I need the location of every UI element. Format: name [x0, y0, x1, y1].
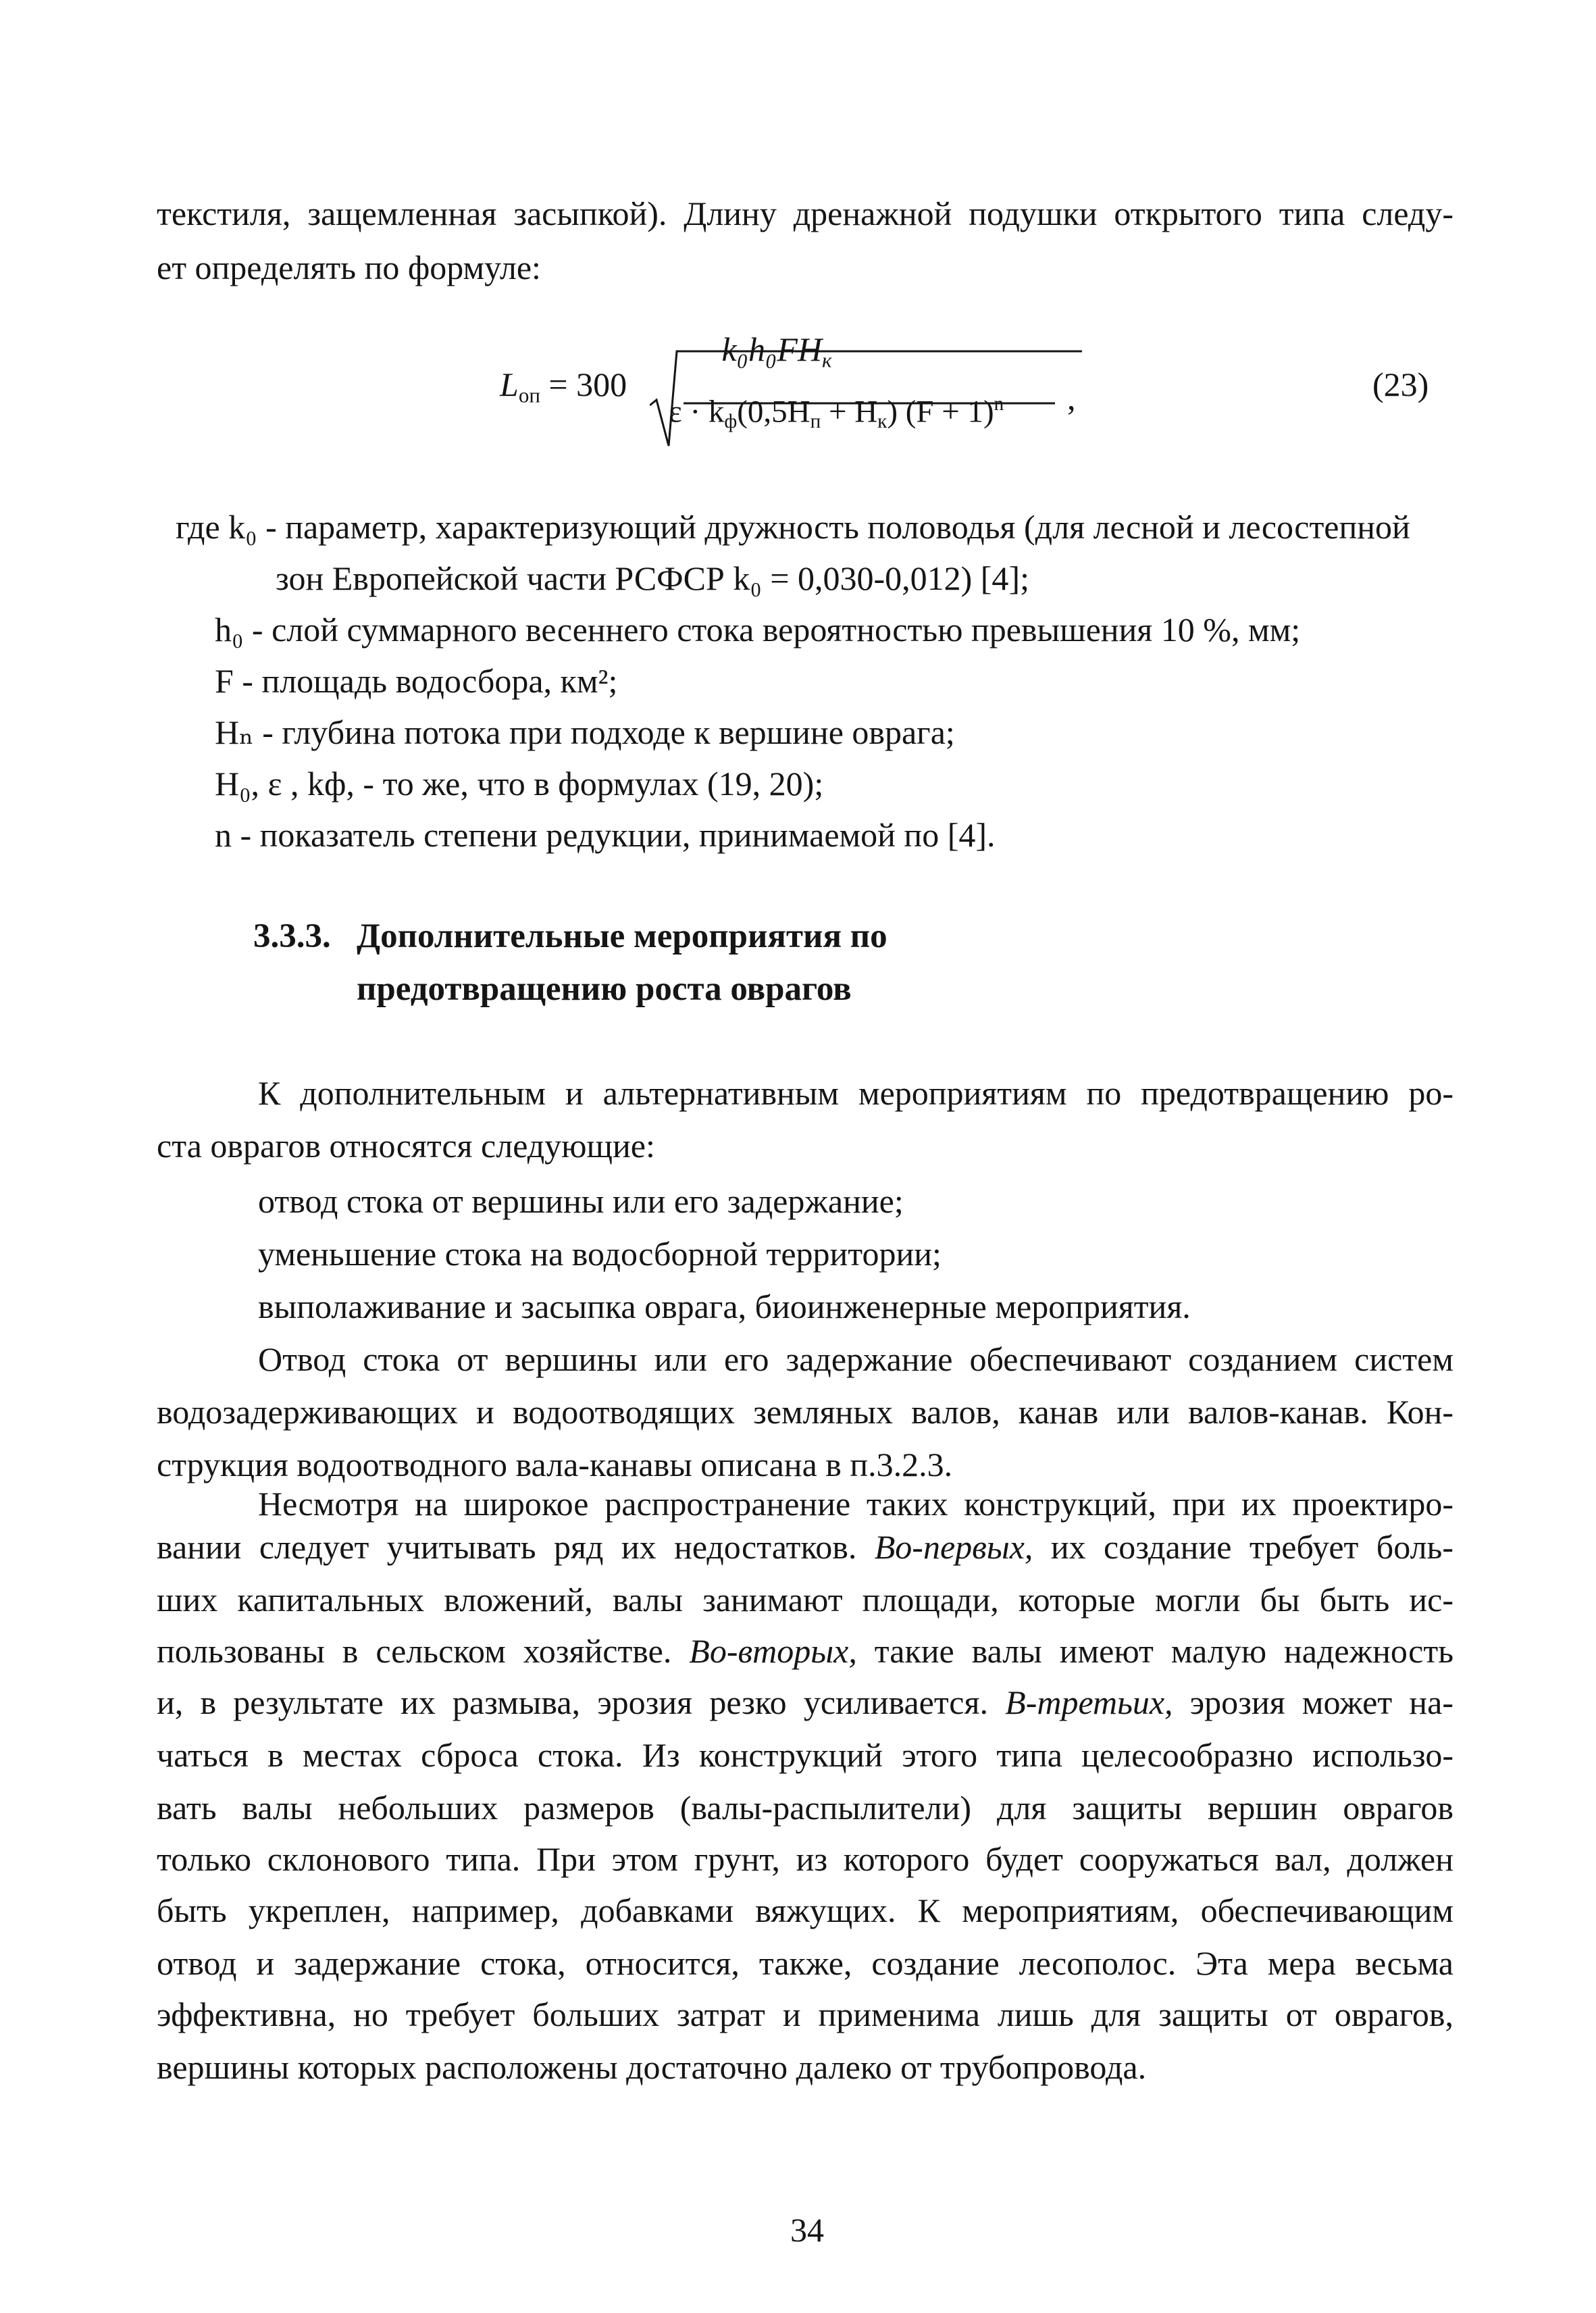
formula-numerator: $k_0h_0FH_к$ — [721, 330, 832, 372]
paragraph-line: ших капитальных вложений, валы занимают площади, которые могли бы быть ис- — [157, 1581, 1453, 1619]
paragraph-line: К дополнительным и альтернативным мероприятиям по предотвращению ро- — [258, 1074, 1453, 1112]
paragraph-line: эффективна, но требует больших затрат и применима лишь для защиты от оврагов, — [157, 1996, 1453, 2033]
paragraph-line: Несмотря на широкое распространение таких конструкций, при их проектиро- — [258, 1485, 1453, 1523]
definition-line: H₀, ε , kф, - то же, что в формулах (19, 20); — [215, 765, 824, 803]
paragraph-line: текстиля, защемленная засыпкой). Длину дренажной подушки открытого типа следу- — [157, 195, 1453, 232]
definition-line: Hₙ - глубина потока при подходе к вершине оврага; — [215, 713, 955, 751]
definition-line: h₀ - слой суммарного весеннего стока вероятностью превышения 10 %, мм; — [215, 611, 1301, 649]
paragraph-line: только склонового типа. При этом грунт, из которого будет сооружаться вал, должен — [157, 1840, 1453, 1878]
section-number: 3.3.3. — [253, 917, 331, 955]
paragraph-line: и, в результате их размыва, эрозия резко усиливается. В-третьих, эрозия может на- — [157, 1683, 1453, 1721]
definition-line: n - показатель степени редукции, принимаемой по [4]. — [215, 816, 996, 854]
formula-lhs: $L_{оп} = 300$ — [500, 365, 627, 407]
paragraph-line: ет определять по формуле: — [157, 249, 541, 286]
list-item: выполаживание и засыпка оврага, биоинженерные мероприятия. — [258, 1288, 1191, 1325]
formula-comma: , — [1067, 379, 1076, 417]
definition-line: F - площадь водосбора, км²; — [215, 662, 618, 700]
paragraph-line: чаться в местах сброса стока. Из конструкций этого типа целесообразно использо- — [157, 1736, 1453, 1774]
paragraph-line: пользованы в сельском хозяйстве. Во-вторых, такие валы имеют малую надежность — [157, 1632, 1453, 1670]
formula-23 — [473, 317, 1081, 473]
paragraph-line: вершины которых расположены достаточно далеко от трубопровода. — [157, 2048, 1147, 2086]
paragraph-line: струкция водоотводного вала-канавы описана в п.3.2.3. — [157, 1446, 953, 1483]
paragraph-line: Отвод стока от вершины или его задержание обеспечивают созданием систем — [258, 1340, 1453, 1378]
paragraph-line: водозадерживающих и водоотводящих земляных валов, канав или валов-канав. Кон- — [157, 1393, 1453, 1431]
equation-number: (23) — [1372, 365, 1429, 403]
definition-line: зон Европейской части РСФСР k₀ = 0,030-0,012) [4]; — [276, 559, 1029, 597]
page-number: 34 — [790, 2211, 824, 2249]
list-item: уменьшение стока на водосборной территории; — [258, 1235, 942, 1273]
formula-denominator: $\varepsilon \cdot k_ф(0,5H_п + H_к) (F + 1)^n$ — [669, 393, 1004, 433]
paragraph-line: отвод и задержание стока, относится, также, создание лесополос. Эта мера весьма — [157, 1944, 1453, 1982]
section-title-line: Дополнительные мероприятия по — [357, 917, 887, 955]
definition-line: где k₀ - параметр, характеризующий дружность половодья (для лесной и лесостепной — [176, 508, 1410, 546]
paragraph-line: вании следует учитывать ряд их недостатков. Во-первых, их создание требует боль- — [157, 1528, 1453, 1566]
section-title-line: предотвращению роста оврагов — [357, 970, 852, 1008]
paragraph-line: быть укреплен, например, добавками вяжущих. К мероприятиям, обеспечивающим — [157, 1891, 1453, 1929]
paragraph-line: ста оврагов относятся следующие: — [157, 1127, 655, 1165]
paragraph-line: вать валы небольших размеров (валы-распылители) для защиты вершин оврагов — [157, 1789, 1453, 1827]
list-item: отвод стока от вершины или его задержание; — [258, 1182, 904, 1220]
